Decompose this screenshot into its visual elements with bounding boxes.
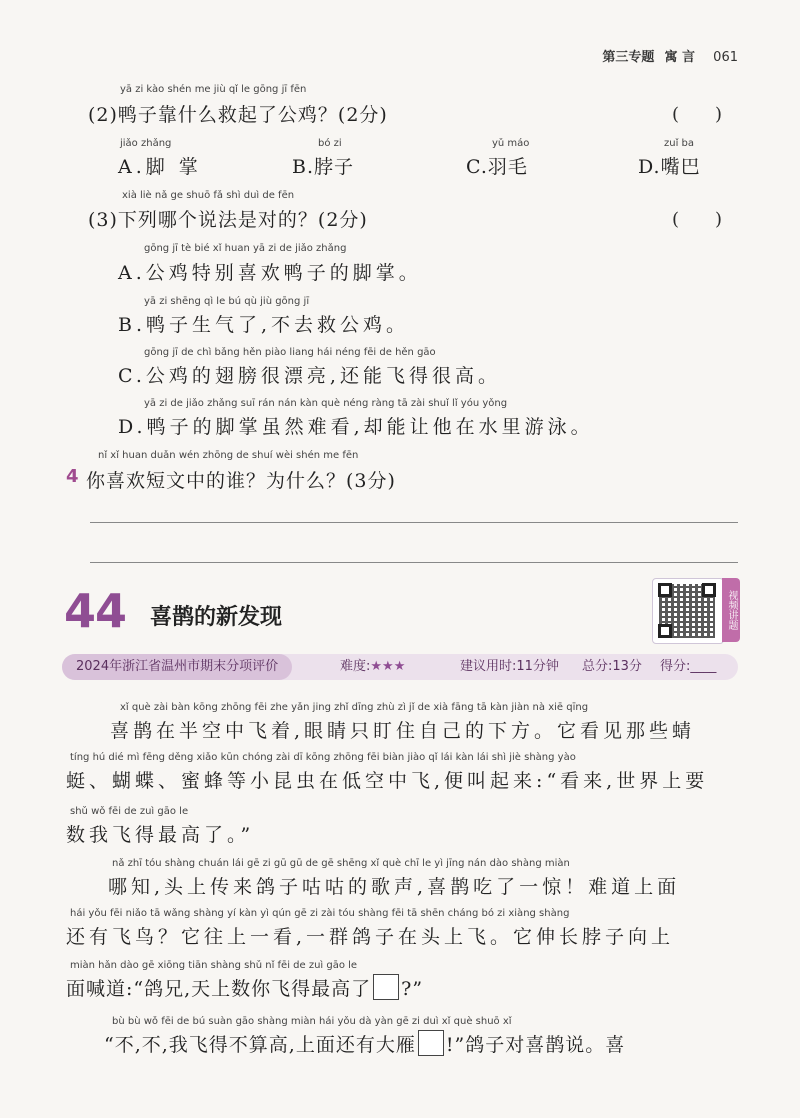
q4-pinyin: nǐ xǐ huan duǎn wén zhōng de shuí wèi shén me fēn [98,450,359,461]
q2-option-c[interactable]: C.羽毛 [466,156,528,178]
q3-option-a-pinyin: gōng jī tè bié xǐ huan yā zi de jiǎo zhǎng [144,243,347,254]
difficulty-stars: ★★★ [370,659,406,674]
passage-line-1: 喜鹊在半空中飞着,眼睛只盯住自己的下方。它看见那些蜻 [110,720,696,742]
passage-pinyin-3: shǔ wǒ fēi de zuì gāo le [70,806,189,817]
passage-pinyin-5: hái yǒu fēi niǎo tā wǎng shàng yí kàn yì qún gē zi zài tóu shàng fēi tā shēn cháng bó zi xiàng shàng [70,908,570,919]
q2-option-b[interactable]: B.脖子 [292,156,355,178]
topic-label: 寓 言 [664,50,696,65]
qr-corner-icon [658,624,672,638]
page-number: 061 [713,50,738,65]
q3-option-b[interactable]: B.鸭子生气了,不去救公鸡。 [118,314,410,336]
source-badge: 2024年浙江省温州市期末分项评价 [62,654,292,680]
answer-line-1[interactable] [90,522,738,523]
lesson-title: 喜鹊的新发现 [150,605,283,630]
passage-line-2: 蜓、蝴蝶、蜜蜂等小昆虫在低空中飞,便叫起来:“看来,世界上要 [66,770,709,792]
q4-text: 你喜欢短文中的谁？为什么？(3分) [86,470,396,492]
passage-pinyin-6: miàn hǎn dào gē xiōng tiān shàng shǔ nǐ fēi de zuì gāo le [70,960,358,971]
q3-option-d[interactable]: D.鸭子的脚掌虽然难看,却能让他在水里游泳。 [118,416,594,438]
passage-pinyin-2: tíng hú dié mì fēng děng xiǎo kūn chóng zài dī kōng zhōng fēi biàn jiào qǐ lái kàn lái shì jiè shàng yào [70,752,576,763]
passage-line-6-end: ?” [401,978,424,1000]
q3-option-b-pinyin: yā zi shēng qì le bú qù jiù gōng jī [144,296,310,307]
q3-option-a[interactable]: A.公鸡特别喜欢鸭子的脚掌。 [118,262,422,284]
passage-line-5: 还有飞鸟？它往上一看,一群鸽子在头上飞。它伸长脖子向上 [66,926,675,948]
q2-option-b-pinyin: bó zi [318,138,342,149]
passage-pinyin-7: bù bù wǒ fēi de bú suàn gāo shàng miàn hái yǒu dà yàn gē zi duì xǐ què shuō xǐ [112,1016,512,1027]
q2-option-d-pinyin: zuǐ ba [664,138,695,149]
passage-line-7 [104,1030,625,1057]
punctuation-blank-1[interactable] [373,974,399,1000]
passage-line-4: 哪知,头上传来鸽子咕咕的歌声,喜鹊吃了一惊！难道上面 [108,876,681,898]
q3-answer-blank[interactable]: ( ) [672,209,723,230]
qr-corner-icon [702,583,716,597]
total-score: 总分:13分 [582,659,642,674]
q3-pinyin: xià liè nǎ ge shuō fǎ shì duì de fēn [122,190,295,201]
lesson-number: 44 [64,584,127,638]
q2-option-a-pinyin: jiǎo zhǎng [120,138,172,149]
difficulty-label: 难度: [340,659,371,674]
q3-text: (3)下列哪个说法是对的？(2分) [88,209,368,231]
passage-line-3: 数我飞得最高了。” [66,824,255,846]
video-explain-label[interactable]: 视频讲题 [722,578,740,642]
q3-option-c[interactable]: C.公鸡的翅膀很漂亮,还能飞得很高。 [118,365,501,387]
q2-answer-blank[interactable]: ( ) [672,104,723,125]
q3-option-c-pinyin: gōng jī de chì bǎng hěn piào liang hái néng fēi de hěn gāo [144,347,436,358]
passage-line-7-start: “不,不,我飞得不算高,上面还有大雁 [104,1034,416,1056]
q2-pinyin: yā zi kào shén me jiù qǐ le gōng jī fēn [120,84,307,95]
punctuation-blank-2[interactable] [418,1030,444,1056]
page-header [602,46,738,65]
difficulty [340,654,405,680]
qr-code[interactable] [652,578,724,644]
q2-option-d[interactable]: D.嘴巴 [638,156,701,178]
passage-line-6 [66,974,423,1001]
qr-corner-icon [658,583,672,597]
passage-line-7-end: !”鸽子对喜鹊说。喜 [445,1034,626,1056]
answer-line-2[interactable] [90,562,738,563]
section-label: 第三专题 [602,50,655,65]
score-field[interactable]: 得分:____ [660,659,717,674]
q2-option-c-pinyin: yǔ máo [492,138,530,149]
q2-option-a[interactable]: A.脚 掌 [118,156,202,178]
passage-pinyin-1: xǐ què zài bàn kōng zhōng fēi zhe yǎn jing zhǐ dīng zhù zì jǐ de xià fāng tā kàn jiàn nà xiē qīng [120,702,589,713]
q4-number: 4 [66,466,79,487]
q3-option-d-pinyin: yā zi de jiǎo zhǎng suī rán nán kàn què néng ràng tā zài shuǐ lǐ yóu yǒng [144,398,508,409]
passage-line-6-start: 面喊道:“鸽兄,天上数你飞得最高了 [66,978,372,1000]
suggested-time: 建议用时:11分钟 [460,659,559,674]
q2-text: (2)鸭子靠什么救起了公鸡？(2分) [88,104,388,126]
passage-pinyin-4: nǎ zhī tóu shàng chuán lái gē zi gū gū de gē shēng xǐ què chī le yì jīng nán dào shàng miàn [112,858,570,869]
